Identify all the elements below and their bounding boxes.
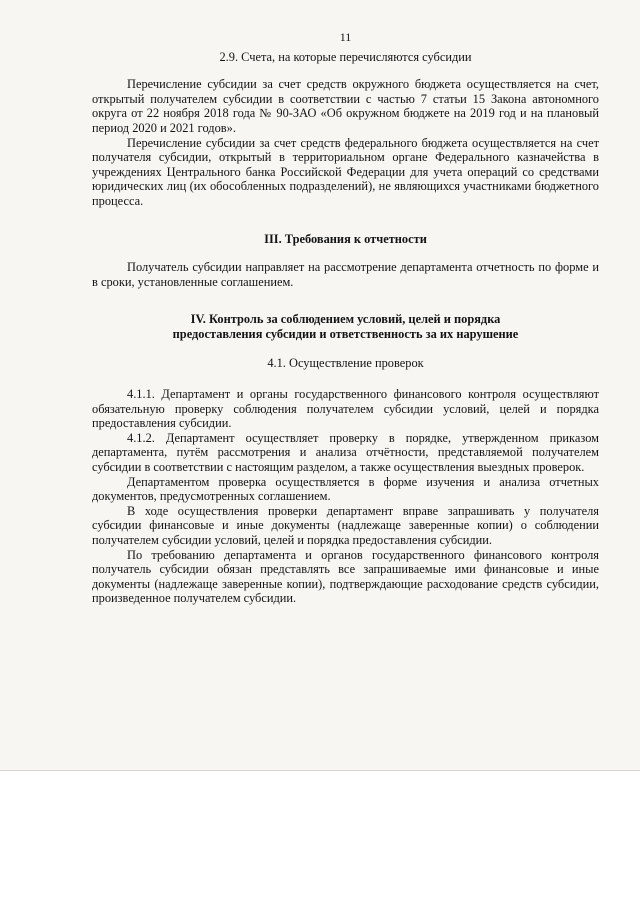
subsection-4-1-title: 4.1. Осуществление проверок: [267, 355, 424, 370]
section-3-title: III. Требования к отчетности: [264, 231, 427, 246]
section-4-paragraph: 4.1.1. Департамент и органы государственного финансового контроля осуществляют обязательную проверку соблюдения получателем субсидии условий, целей и порядка предоставления субсидии.: [92, 387, 599, 431]
document-body: [92, 30, 599, 606]
section-4-title-line2: предоставления субсидии и ответственность за их нарушение: [172, 326, 519, 341]
section-2-9-paragraph: Перечисление субсидии за счет средств федерального бюджета осуществляется на счет получателя субсидии, открытый в территориальном органе Федерального казначейства в учреждениях Центрального банка Российской Федерации для учета операций со средствами юридических лиц (их обособленных подразделений), не являющихся участниками бюджетного процесса.: [92, 135, 599, 208]
page-number: 11: [339, 30, 352, 44]
section-2-9-paragraph: Перечисление субсидии за счет средств окружного бюджета осуществляется на счет, открытый получателем субсидии в соответствии с частью 7 статьи 15 Закона автономного округа от 22 ноября 2018 года № 90-ЗАО «Об окружном бюджете на 2019 год и на плановый период 2020 и 2021 годов».: [92, 77, 599, 135]
section-2-9-title: 2.9. Счета, на которые перечисляются субсидии: [219, 49, 472, 64]
section-3-paragraph: Получатель субсидии направляет на рассмотрение департамента отчетность по форме и в сроки, установленные соглашением.: [92, 260, 599, 289]
section-4-paragraph: 4.1.2. Департамент осуществляет проверку в порядке, утвержденном приказом департамента, путём рассмотрения и анализа отчётности, представляемой получателем субсидии в соответствии с настоящим разделом, а также осуществления выездных проверок.: [92, 430, 599, 475]
section-4-paragraph: В ходе осуществления проверки департамент вправе запрашивать у получателя субсидии финансовые и иные документы (надлежаще заверенные копии) о соблюдении получателем субсидии условий, целей и порядка предоставления субсидии.: [92, 503, 599, 548]
section-4-paragraph: Департаментом проверка осуществляется в форме изучения и анализа отчетных документов, предусмотренных соглашением.: [92, 474, 599, 504]
section-4-title-line1: IV. Контроль за соблюдением условий, целей и порядка: [190, 312, 501, 327]
section-4-paragraph: По требованию департамента и органов государственного финансового контроля получатель субсидии обязан представлять все запрашиваемые ими финансовые и иные документы (надлежаще заверенные копии), подтверждающие расходование средств субсидии, произведенное получателем субсидии.: [92, 547, 599, 606]
